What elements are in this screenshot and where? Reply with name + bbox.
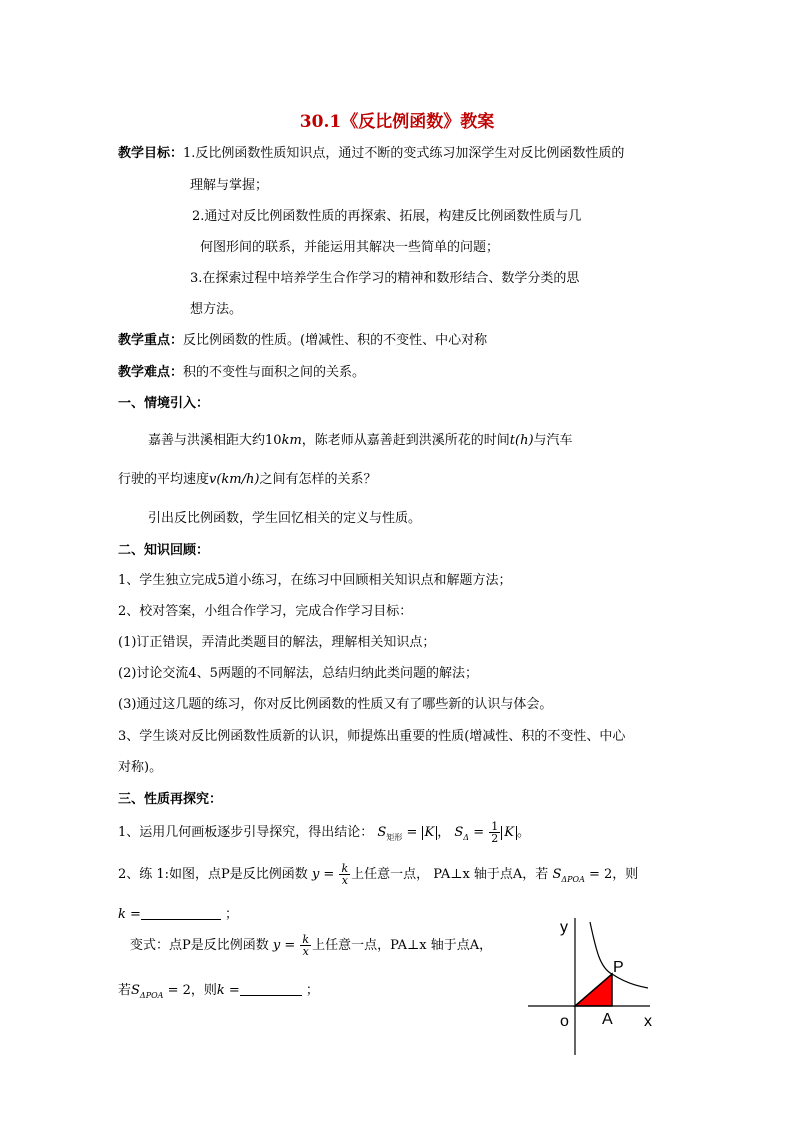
- s3-l4-frac-num: k: [302, 933, 310, 946]
- x-axis-label: x: [644, 1013, 652, 1030]
- point-p-label: P: [613, 959, 624, 976]
- key-point-text: 反比例函数的性质。(增减性、积的不变性、中心对称: [183, 333, 488, 348]
- s3-l1-text: 1、运用几何画板逐步引导探究，得出结论：: [118, 825, 374, 840]
- s3-l4-frac: [300, 934, 311, 957]
- s3-l2-sub: ΔPOA: [561, 875, 585, 884]
- section-3-line-4: [130, 933, 492, 959]
- s3-l2-eq: = 2: [588, 867, 613, 882]
- objective-2-cont: 何图形间的联系，并能运用其解决一些简单的问题；: [200, 240, 500, 255]
- section-1-para-1: [148, 432, 573, 450]
- s1-p1-unit: km: [281, 433, 302, 448]
- s3-l1-half-den: 2: [491, 832, 499, 845]
- s3-l1-eq: =: [406, 825, 418, 840]
- s3-l2-s: S: [552, 867, 562, 882]
- key-point-label: 教学重点：: [118, 333, 184, 348]
- section-2-line-5: (3)通过这几题的练习，你对反比例函数的性质又有了哪些新的认识与体会。: [118, 697, 553, 712]
- s3-l1-half-num: 1: [491, 820, 499, 833]
- s1-p1-number: 10: [265, 433, 282, 448]
- section-2-line-6: 3、学生谈对反比例函数性质新的认识，师提炼出重要的性质(增减性、积的不变性、中心: [118, 729, 626, 744]
- page-title: 30.1《反比例函数》教案: [299, 112, 495, 132]
- objective-3-text: 3.在探索过程中培养学生合作学习的精神和数形结合、数学分类的思: [190, 271, 580, 286]
- s1-p2-text-a: 行驶的平均速度: [118, 472, 210, 487]
- section-2-line-6-cont: 对称)。: [118, 760, 163, 775]
- section-2-line-1: 1、学生独立完成5道小练习，在练习中回顾相关知识点和解题方法；: [118, 573, 512, 588]
- s3-l3-k: k =: [118, 907, 141, 922]
- objective-1-text: 1.反比例函数性质知识点，通过不断的变式练习加深学生对反比例函数性质的: [183, 146, 625, 161]
- s3-l5-s: S: [131, 983, 140, 998]
- s3-l2-text-c: ，则: [612, 867, 639, 882]
- s3-l1-abs-k2: K: [501, 826, 517, 840]
- s3-l1-sub-rect: 矩形: [386, 833, 403, 842]
- section-1-para-2: [118, 471, 376, 489]
- section-2-heading: 二、知识回顾：: [118, 543, 210, 558]
- s3-l2-frac-num: k: [341, 862, 349, 875]
- s3-l2-frac: [339, 863, 350, 886]
- section-3-line-3: [118, 906, 238, 924]
- s1-p1-text-a: 嘉善与洪溪相距大约: [148, 433, 266, 448]
- s3-l5-sub: ΔPOA: [139, 991, 164, 1000]
- s3-l3-end: ；: [225, 907, 239, 922]
- s1-p1-text-b: ，陈老师从嘉善赶到洪溪所花的时间: [301, 433, 510, 448]
- answer-blank-1[interactable]: [141, 907, 221, 920]
- section-3-heading: 三、性质再探究：: [118, 792, 223, 807]
- s3-l1-end: 。: [516, 825, 530, 840]
- hyperbola-figure: [520, 910, 670, 1060]
- section-3-line-5: [118, 982, 319, 1005]
- origin-label: o: [560, 1013, 569, 1030]
- section-3-line-2: [118, 862, 638, 893]
- objectives-line-1: [118, 145, 624, 163]
- key-point-line: [118, 332, 487, 350]
- s3-l1-s2: S: [454, 825, 464, 840]
- s3-l1-sub-tri: Δ: [463, 833, 470, 842]
- section-1-heading: 一、情境引入：: [118, 396, 210, 411]
- s3-l2-text-b: 上任意一点， PA⊥x 轴于点A，若: [351, 867, 549, 882]
- s3-l4-text-b: 上任意一点，PA⊥x 轴于点A，: [312, 938, 493, 953]
- s3-l2-frac-den: x: [341, 874, 348, 887]
- s3-l1-half: [489, 821, 500, 844]
- section-2-line-3: (1)订正错误，弄清此类题目的解法，理解相关知识点；: [118, 635, 436, 650]
- s3-l4-frac-den: x: [302, 945, 309, 958]
- s3-l1-eq2: =: [473, 825, 485, 840]
- s3-l5-end: ；: [305, 983, 319, 998]
- objective-2-text: 2.通过对反比例函数性质的再探索、拓展，构建反比例函数性质与几: [192, 209, 582, 224]
- difficulty-line: [118, 364, 365, 382]
- s3-l4-y: y =: [272, 938, 296, 953]
- s3-l2-text-a: 2、练 1:如图，点P是反比例函数: [118, 867, 308, 882]
- s3-l1-abs-k: K: [422, 826, 438, 840]
- s3-l5-k: k =: [216, 983, 240, 998]
- section-2-line-4: (2)讨论交流4、5两题的不同解法，总结归纳此类问题的解法；: [118, 666, 478, 681]
- objective-3-cont: 想方法。: [190, 302, 243, 317]
- hyperbola-curve: [590, 922, 648, 988]
- s3-l1-comma: ，: [437, 825, 451, 840]
- s3-l1-s: S: [377, 825, 387, 840]
- s1-p1-text-c: 与汽车: [533, 433, 573, 448]
- point-a-label: A: [602, 1011, 613, 1028]
- section-2-line-2: 2、校对答案，小组合作学习，完成合作学习目标：: [118, 604, 413, 619]
- section-1-para-3: 引出反比例函数，学生回忆相关的定义与性质。: [148, 511, 422, 526]
- difficulty-label: 教学难点：: [118, 365, 184, 380]
- s3-l5-eq: = 2: [167, 983, 191, 998]
- s3-l2-y: y =: [311, 867, 335, 882]
- objectives-label: 教学目标：: [118, 146, 184, 161]
- s3-l4-text-a: 变式：点P是反比例函数: [130, 938, 269, 953]
- s3-l5-text-b: ，则: [190, 983, 217, 998]
- answer-blank-2[interactable]: [240, 983, 302, 996]
- s1-p1-var: t(h): [509, 433, 534, 448]
- difficulty-text: 积的不变性与面积之间的关系。: [183, 365, 366, 380]
- y-axis-label: y: [560, 919, 568, 936]
- s3-l5-text-a: 若: [118, 983, 132, 998]
- s1-p2-var: v(km/h): [209, 472, 260, 487]
- triangle-poa: [575, 974, 612, 1006]
- s1-p2-text-b: 之间有怎样的关系？: [259, 472, 377, 487]
- section-3-line-1: [118, 820, 530, 851]
- objective-1-cont: 理解与掌握；: [190, 178, 269, 193]
